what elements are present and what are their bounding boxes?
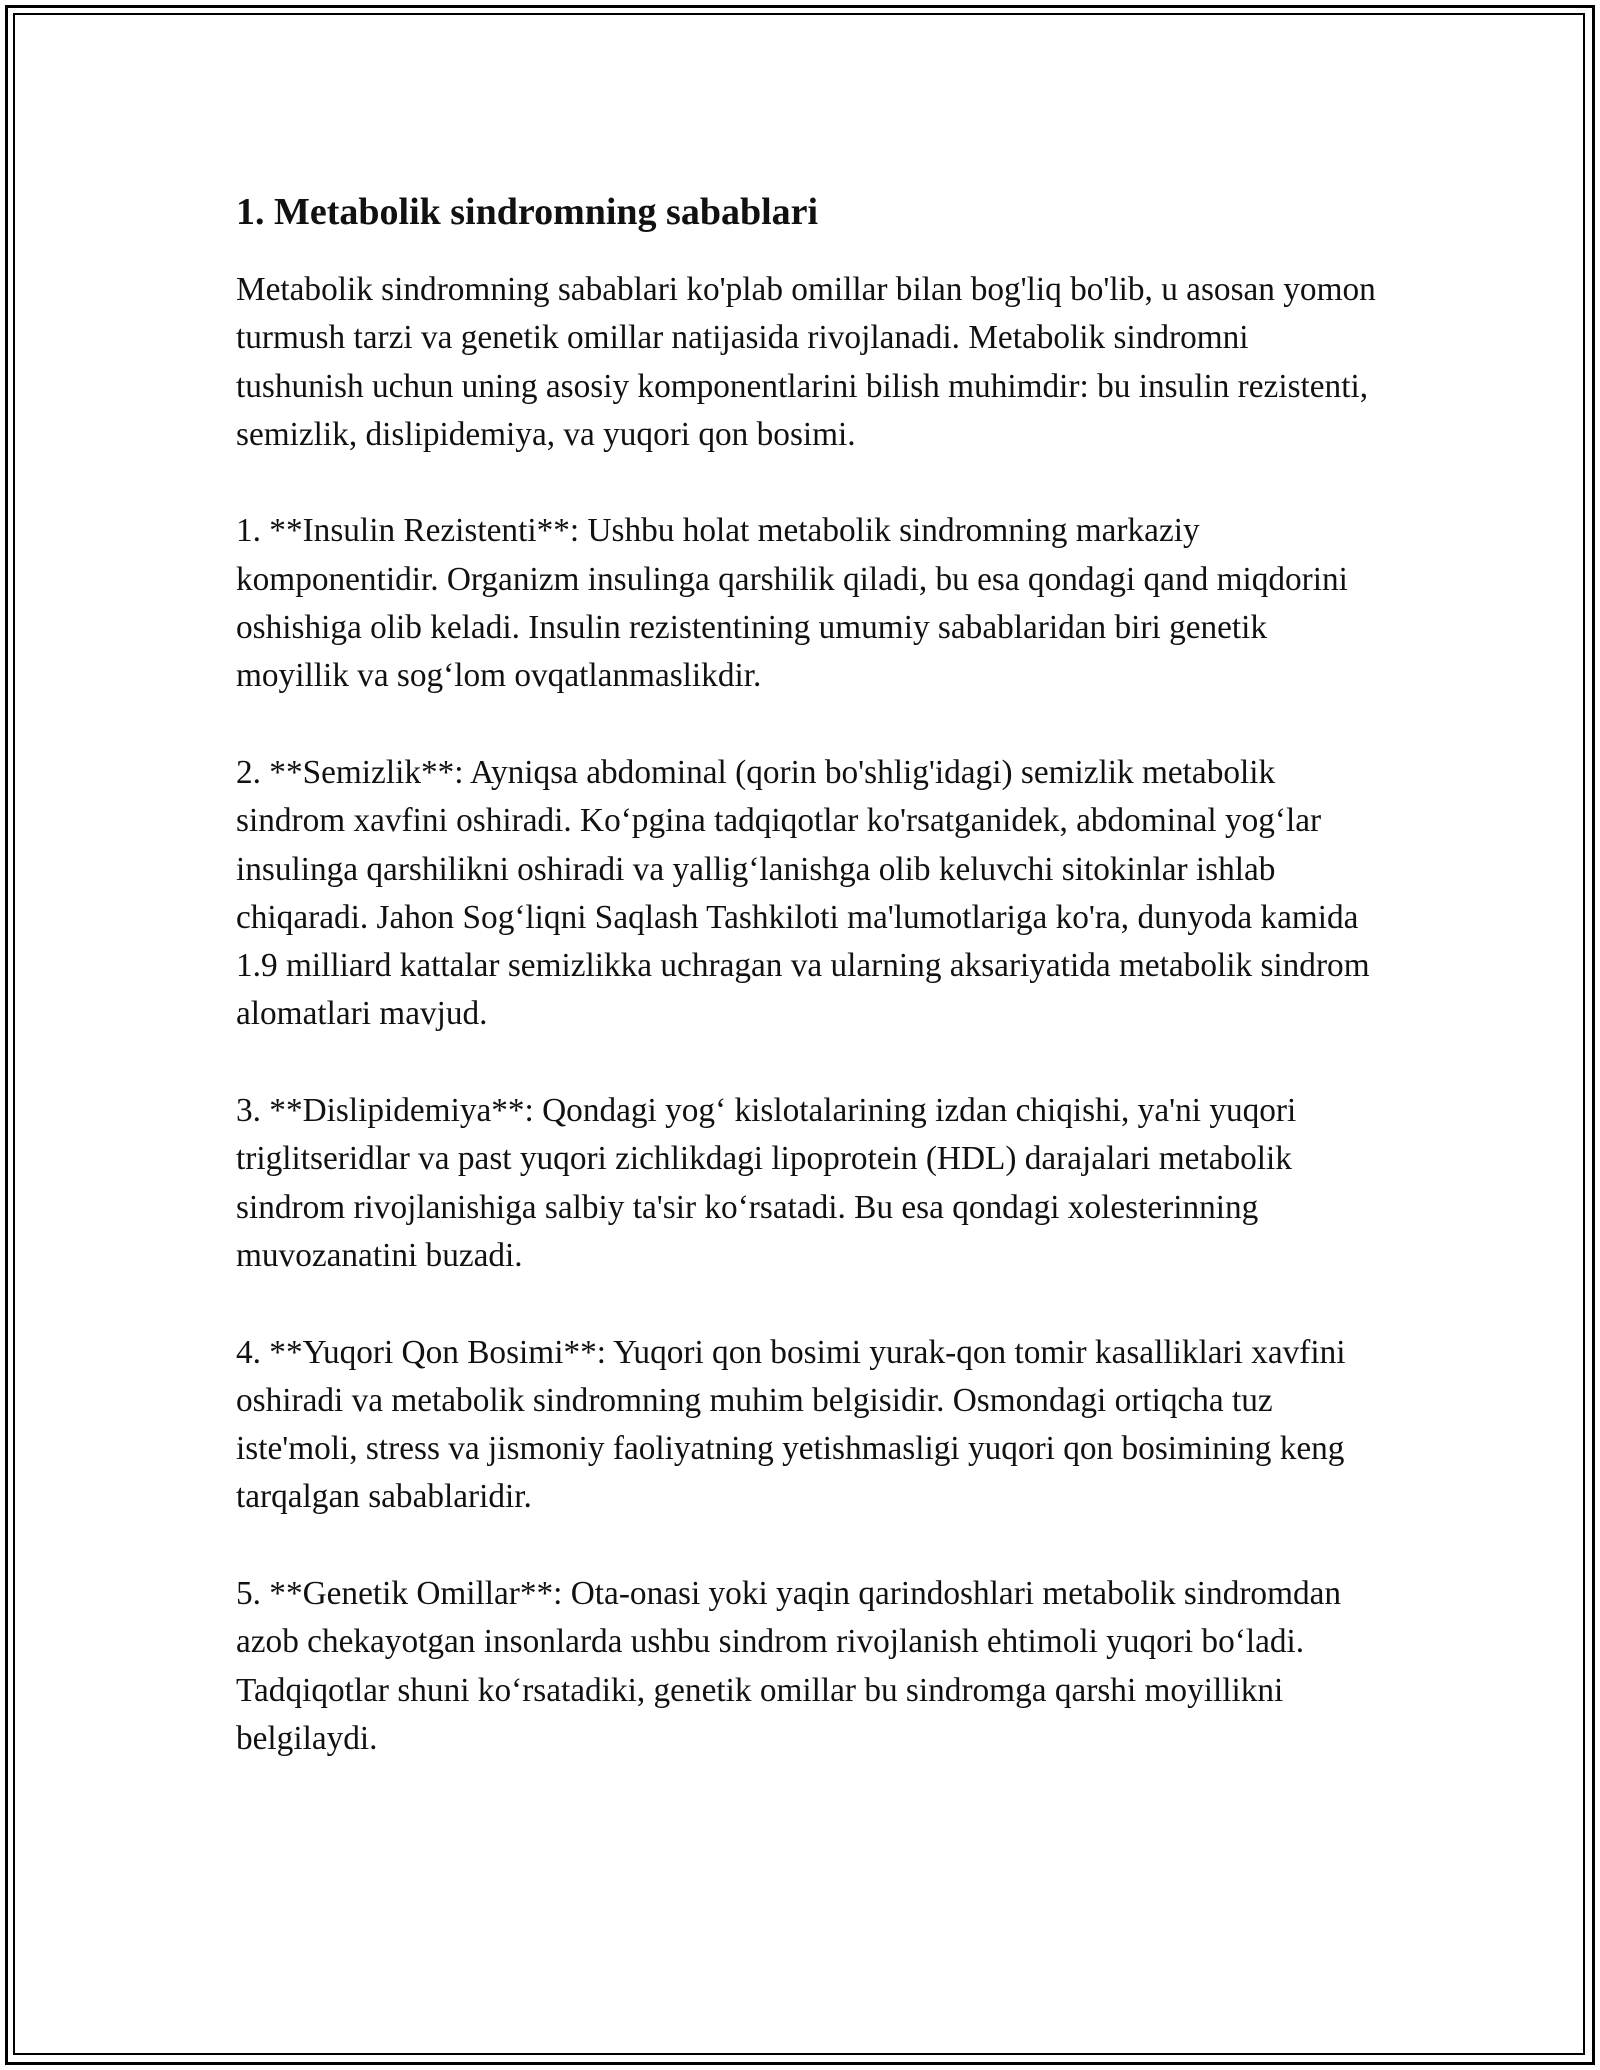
list-item-genetic-factors: 5. **Genetik Omillar**: Ota-onasi yoki yaqin qarindoshlari metabolik sindromdan azob chekayotgan insonlarda ushbu sindrom rivojlanish ehtimoli yuqori bo‘ladi. Tadqiqotlar shuni ko‘rsatadiki, genetik omillar bu sindromga qarshi moyillikni belgilaydi. xyxy=(236,1575,1342,1757)
list-item-insulin-resistance: 1. **Insulin Rezistenti**: Ushbu holat metabolik sindromning markaziy komponentidir. Organizm insulinga qarshilik qiladi, bu esa qondagi qand miqdorini oshishiga olib keladi. Insulin rezistentining umumiy sabablaridan biri genetik moyillik va sog‘lom ovqatlanmaslikdir. xyxy=(236,512,1348,695)
list-item-obesity: 2. **Semizlik**: Ayniqsa abdominal (qorin bo'shlig'idagi) semizlik metabolik sindrom xavfini oshiradi. Ko‘pgina tadqiqotlar ko'rsatganidek, abdominal yog‘lar insulinga qarshilikni oshiradi va yallig‘lanishga olib keluvchi sitokinlar ishlab chiqaradi. Jahon Sog‘liqni Saqlash Tashkiloti ma'lumotlariga ko'ra, dunyoda kamida 1.9 milliard kattalar semizlikka uchragan va ularning aksariyatida metabolik sindrom alomatlari mavjud. xyxy=(236,753,1370,1033)
list-item-dyslipidemia: 3. **Dislipidemiya**: Qondagi yog‘ kislotalarining izdan chiqishi, ya'ni yuqori triglitseridlar va past yuqori zichlikdagi lipoprotein (HDL) darajalari metabolik sindrom rivojlanishiga salbiy ta'sir ko‘rsatadi. Bu esa qondagi xolesterinning muvozanatini buzadi. xyxy=(236,1092,1297,1274)
document-body xyxy=(236,188,1376,1763)
intro-paragraph: Metabolik sindromning sabablari ko'plab omillar bilan bog'liq bo'lib, u asosan yomon turmush tarzi va genetik omillar natijasida rivojlanadi. Metabolik sindromni tushunish uchun uning asosiy komponentlarini bilish muhimdir: bu insulin rezistenti, semizlik, dislipidemiya, va yuqori qon bosimi. xyxy=(236,271,1376,453)
list-item-high-blood-pressure: 4. **Yuqori Qon Bosimi**: Yuqori qon bosimi yurak-qon tomir kasalliklari xavfini oshiradi va metabolik sindromning muhim belgisidir. Osmondagi ortiqcha tuz iste'moli, stress va jismoniy faoliyatning yetishmasligi yuqori qon bosimining keng tarqalgan sabablaridir. xyxy=(236,1333,1346,1516)
section-heading: 1. Metabolik sindromning sabablari xyxy=(236,191,819,233)
